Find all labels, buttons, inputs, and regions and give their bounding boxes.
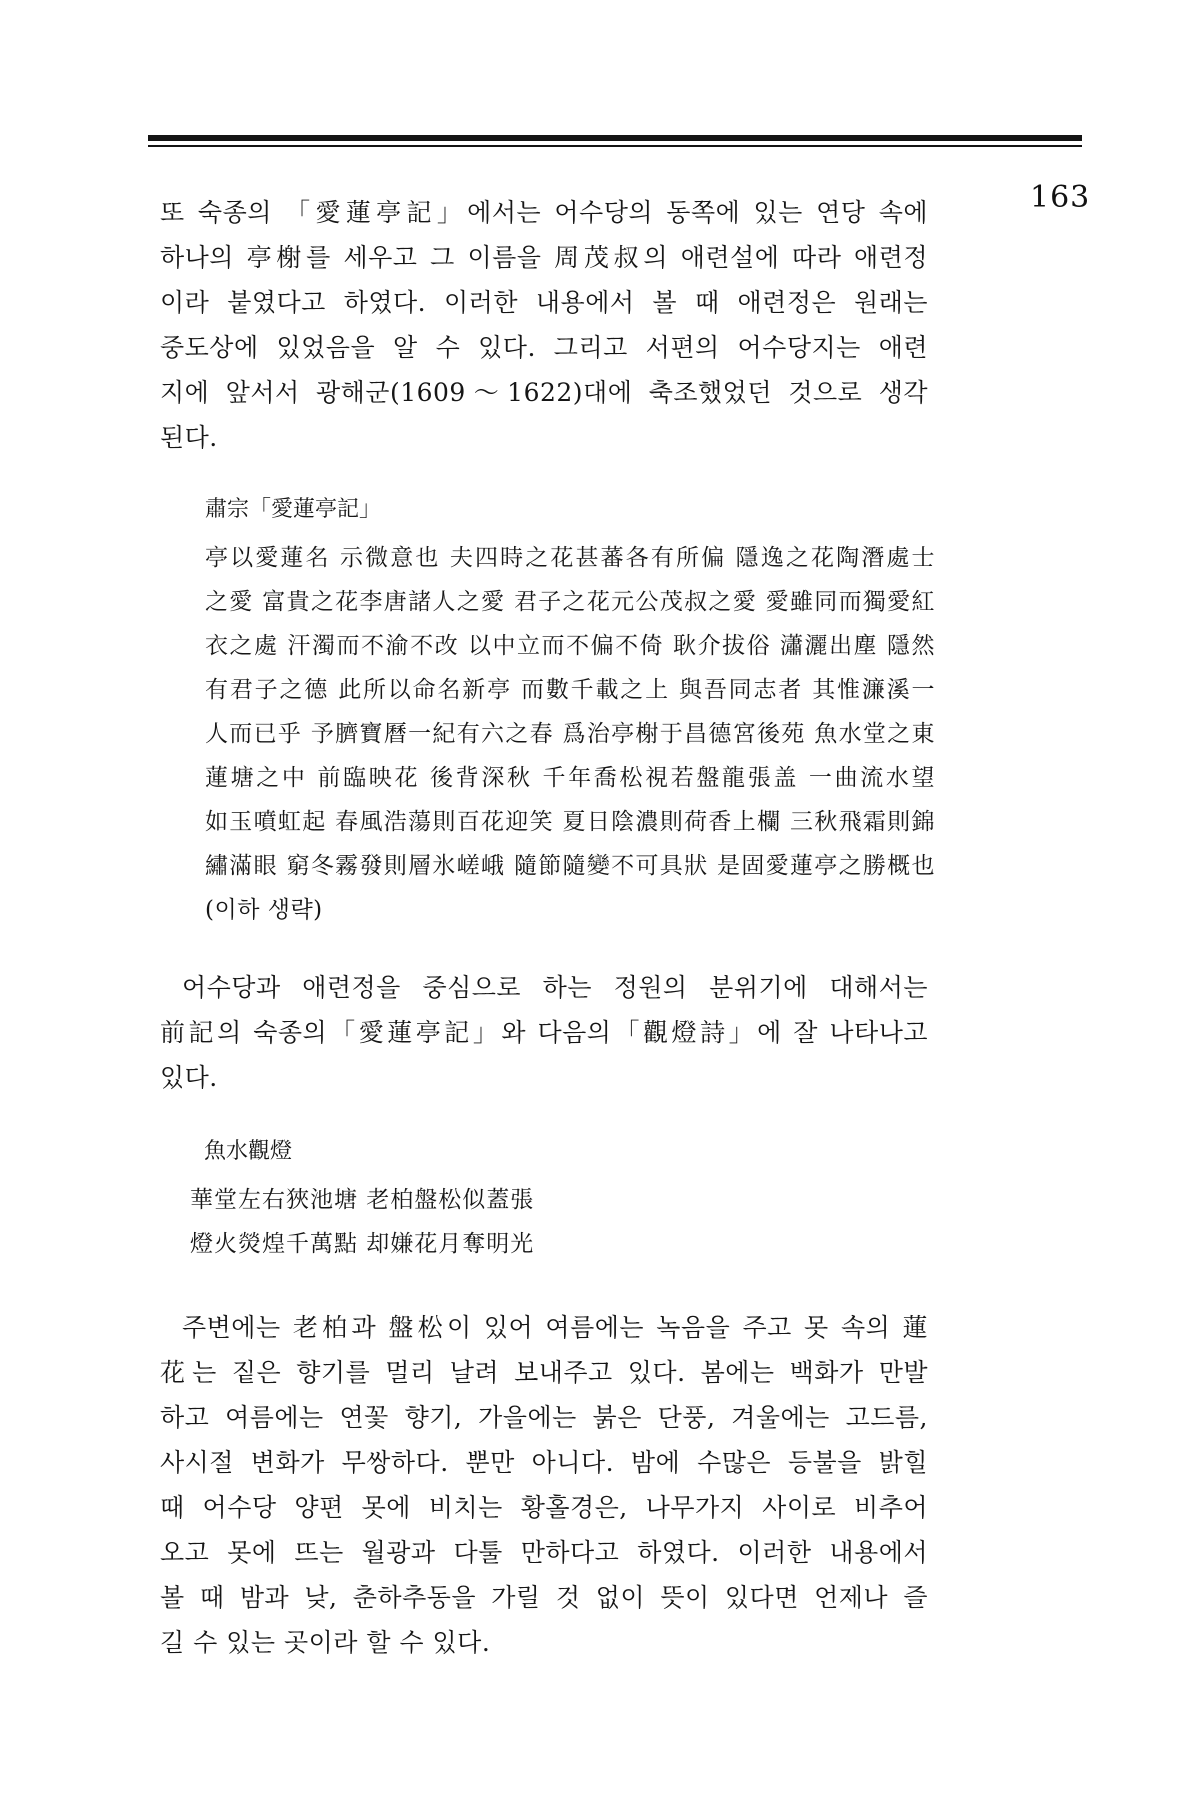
text-line: 花는 짙은 향기를 멀리 날려 보내주고 있다. 봄에는 백화가 만발 xyxy=(160,1358,928,1387)
quotation-title: 肅宗「愛蓮亭記」 xyxy=(205,497,382,522)
quotation-line: 之愛 富貴之花李唐諸人之愛 君子之花元公茂叔之愛 愛雖同而獨愛紅 xyxy=(205,589,935,615)
text-line: 하고 여름에는 연꽃 향기, 가을에는 붉은 단풍, 겨울에는 고드름, xyxy=(160,1403,928,1432)
text-line: 있다. xyxy=(160,1063,218,1092)
text-line: 중도상에 있었음을 알 수 있다. 그리고 서편의 어수당지는 애련 xyxy=(160,333,928,362)
header-rule-thin xyxy=(148,145,1082,147)
text-line: 하나의 亭榭를 세우고 그 이름을 周茂叔의 애련설에 따라 애련정 xyxy=(160,243,928,272)
text-line: 前記의 숙종의「愛蓮亭記」와 다음의「觀燈詩」에 잘 나타나고 xyxy=(160,1018,928,1047)
page-number: 163 xyxy=(1030,180,1091,215)
text-line: 어수당과 애련정을 중심으로 하는 정원의 분위기에 대해서는 xyxy=(182,973,928,1002)
body-paragraph-1 xyxy=(160,190,928,460)
text-line: 된다. xyxy=(160,423,218,452)
header-rule-thick xyxy=(148,135,1082,141)
poem-eosu-gwandeung xyxy=(190,1132,534,1266)
quotation-line: 人而已乎 予臍寶曆一紀有六之春 爲治亭榭于昌德宮後苑 魚水堂之東 xyxy=(205,721,935,747)
text-line: 사시절 변화가 무쌍하다. 뿐만 아니다. 밤에 수많은 등불을 밝힐 xyxy=(160,1448,928,1477)
quotation-line: 蓮塘之中 前臨映花 後背深秋 千年喬松視若盤龍張盖 一曲流水望 xyxy=(205,765,935,791)
poem-line: 燈火熒煌千萬點 却嫌花月奪明光 xyxy=(190,1231,535,1257)
body-paragraph-2 xyxy=(160,965,928,1100)
text-line: 지에 앞서서 광해군(1609～1622)대에 축조했었던 것으로 생각 xyxy=(160,378,928,407)
quotation-line: 繡滿眼 窮冬霧發則層氷嵯峨 隨節隨變不可具狀 是固愛蓮亭之勝概也 xyxy=(205,853,935,879)
quotation-line: (이하 생략) xyxy=(205,897,323,923)
text-line: 길 수 있는 곳이라 할 수 있다. xyxy=(160,1628,491,1657)
quotation-aeryeonjeong-gi xyxy=(205,490,935,932)
text-line: 오고 못에 뜨는 월광과 다툴 만하다고 하였다. 이러한 내용에서 xyxy=(160,1538,928,1567)
text-line: 때 어수당 양편 못에 비치는 황홀경은, 나무가지 사이로 비추어 xyxy=(160,1493,928,1522)
text-line: 이라 붙였다고 하였다. 이러한 내용에서 볼 때 애련정은 원래는 xyxy=(160,288,928,317)
body-paragraph-3 xyxy=(160,1305,928,1665)
quotation-line: 有君子之德 此所以命名新亭 而數千載之上 與吾同志者 其惟濂溪一 xyxy=(205,677,935,703)
quotation-line: 亭以愛蓮名 示微意也 夫四時之花甚蕃各有所偏 隱逸之花陶潛處士 xyxy=(205,545,935,571)
quotation-line: 衣之處 汗濁而不渝不改 以中立而不偏不倚 耿介拔俗 瀟灑出塵 隱然 xyxy=(205,633,935,659)
quotation-line: 如玉噴虹起 春風浩蕩則百花迎笑 夏日陰濃則荷香上欄 三秋飛霜則錦 xyxy=(205,809,935,835)
poem-title: 魚水觀燈 xyxy=(204,1139,293,1164)
poem-line: 華堂左右狹池塘 老柏盤松似蓋張 xyxy=(190,1187,535,1213)
text-line: 주변에는 老柏과 盤松이 있어 여름에는 녹음을 주고 못 속의 蓮 xyxy=(182,1313,928,1342)
text-line: 볼 때 밤과 낮, 춘하추동을 가릴 것 없이 뜻이 있다면 언제나 즐 xyxy=(160,1583,928,1612)
text-line: 또 숙종의 「愛蓮亭記」에서는 어수당의 동쪽에 있는 연당 속에 xyxy=(160,198,928,227)
